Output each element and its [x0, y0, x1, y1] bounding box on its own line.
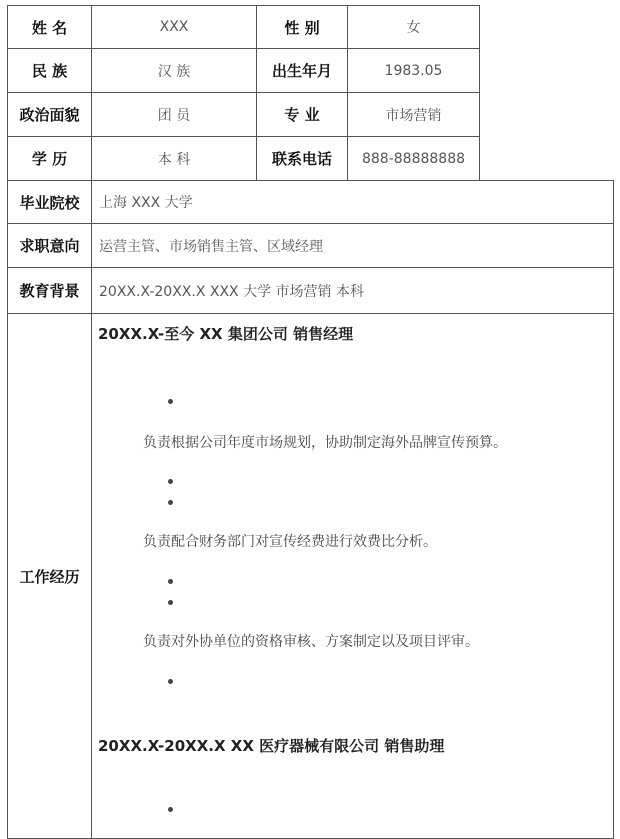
school-label: 毕业院校 [7, 180, 92, 224]
experience-content [91, 313, 614, 839]
task-item: 负责根据公司年度市场规划，协助制定海外品牌宣传预算。 [143, 435, 507, 451]
task-item: 负责配合财务部门对宣传经费进行效费比分析。 [143, 534, 437, 550]
gender-label: 性 别 [256, 5, 348, 49]
degree-label: 学 历 [7, 136, 92, 181]
resume-table [7, 5, 614, 835]
bullet-icon [168, 579, 173, 584]
bullet-icon [168, 500, 173, 505]
task-item: 负责对外协单位的资格审核、方案制定以及项目评审。 [143, 634, 479, 650]
objective-value: 运营主管、市场销售主管、区域经理 [91, 223, 614, 268]
bullet-icon [168, 399, 173, 404]
bullet-icon [168, 807, 173, 812]
political-label: 政治面貌 [7, 92, 92, 137]
degree-value: 本 科 [91, 136, 257, 181]
name-value: XXX [91, 5, 257, 49]
bullet-icon [168, 600, 173, 605]
bullet-icon [168, 679, 173, 684]
experience-label: 工作经历 [7, 313, 92, 839]
school-value: 上海 XXX 大学 [91, 180, 614, 224]
education-value: 20XX.X-20XX.X XXX 大学 市场营销 本科 [91, 267, 614, 314]
gender-value: 女 [347, 5, 480, 49]
ethnicity-value: 汉 族 [91, 48, 257, 93]
job-title: 20XX.X-20XX.X XX 医疗器械有限公司 销售助理 [98, 737, 445, 755]
birth-value: 1983.05 [347, 48, 480, 93]
political-value: 团 员 [91, 92, 257, 137]
name-label: 姓 名 [7, 5, 92, 49]
major-value: 市场营销 [347, 92, 480, 137]
ethnicity-label: 民 族 [7, 48, 92, 93]
bullet-icon [168, 479, 173, 484]
phone-value: 888-88888888 [347, 136, 480, 181]
phone-label: 联系电话 [256, 136, 348, 181]
education-label: 教育背景 [7, 267, 92, 314]
birth-label: 出生年月 [256, 48, 348, 93]
job-title: 20XX.X-至今 XX 集团公司 销售经理 [98, 325, 354, 343]
major-label: 专 业 [256, 92, 348, 137]
objective-label: 求职意向 [7, 223, 92, 268]
